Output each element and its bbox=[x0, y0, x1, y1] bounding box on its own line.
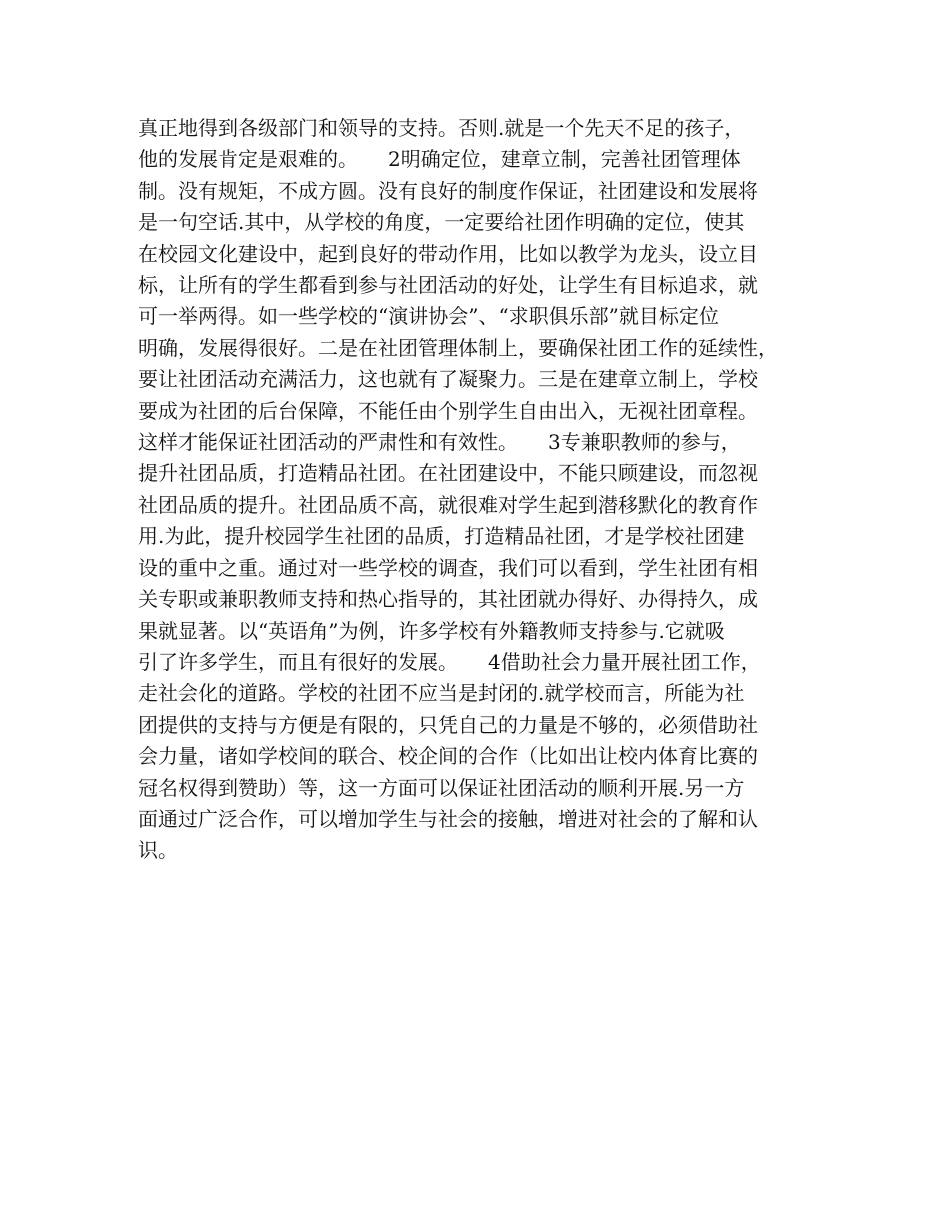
text-line: 识。 bbox=[138, 838, 178, 863]
text-line: 制。没有规矩，不成方圆。没有良好的制度作保证，社团建设和发展将 bbox=[138, 178, 758, 203]
text-line: 他的发展肯定是艰难的。 2明确定位，建章立制，完善社团管理体 bbox=[138, 147, 741, 172]
text-line: 用.为此，提升校园学生社团的品质，打造精品社团，才是学校社团建 bbox=[138, 524, 745, 549]
text-line: 要成为社团的后台保障，不能任由个别学生自由出入，无视社团章程。 bbox=[138, 398, 758, 423]
text-line: 关专职或兼职教师支持和热心指导的，其社团就办得好、办得持久，成 bbox=[138, 587, 758, 612]
text-line: 会力量，诸如学校间的联合、校企间的合作（比如出让校内体育比赛的 bbox=[138, 744, 758, 769]
text-line: 冠名权得到赞助）等，这一方面可以保证社团活动的顺利开展.另一方 bbox=[138, 775, 745, 800]
text-line: 标，让所有的学生都看到参与社团活动的好处，让学生有目标追求，就 bbox=[138, 273, 758, 298]
text-line: 面通过广泛合作，可以增加学生与社会的接触，增进对社会的了解和认 bbox=[138, 806, 758, 831]
text-line: 这样才能保证社团活动的严肃性和有效性。 3专兼职教师的参与， bbox=[138, 430, 741, 455]
text-line: 要让社团活动充满活力，这也就有了凝聚力。三是在建章立制上，学校 bbox=[138, 367, 758, 392]
text-line: 真正地得到各级部门和领导的支持。否则.就是一个先天不足的孩子， bbox=[138, 116, 745, 140]
text-line: 提升社团品质，打造精品社团。在社团建设中，不能只顾建设，而忽视 bbox=[138, 461, 758, 486]
text-line: 可一举两得。如一些学校的“演讲协会”、“求职俱乐部”就目标定位 bbox=[138, 304, 719, 329]
text-line: 社团品质的提升。社团品质不高，就很难对学生起到潜移默化的教育作 bbox=[138, 492, 758, 517]
body-text bbox=[138, 113, 828, 867]
text-line: 是一句空话.其中，从学校的角度，一定要给社团作明确的定位，使其 bbox=[138, 210, 745, 235]
text-line: 走社会化的道路。学校的社团不应当是封闭的.就学校而言，所能为社 bbox=[138, 681, 745, 706]
text-line: 明确，发展得很好。二是在社团管理体制上，要确保社团工作的延续性， bbox=[138, 335, 778, 360]
text-line: 在校园文化建设中，起到良好的带动作用，比如以教学为龙头，设立目 bbox=[138, 241, 758, 266]
text-line: 设的重中之重。通过对一些学校的调查，我们可以看到，学生社团有相 bbox=[138, 555, 758, 580]
text-line: 引了许多学生，而且有很好的发展。 4借助社会力量开展社团工作， bbox=[138, 649, 761, 674]
text-line: 果就显著。以“英语角”为例，许多学校有外籍教师支持参与.它就吸 bbox=[138, 618, 725, 643]
text-line: 团提供的支持与方便是有限的，只凭自己的力量是不够的，必须借助社 bbox=[138, 712, 758, 737]
